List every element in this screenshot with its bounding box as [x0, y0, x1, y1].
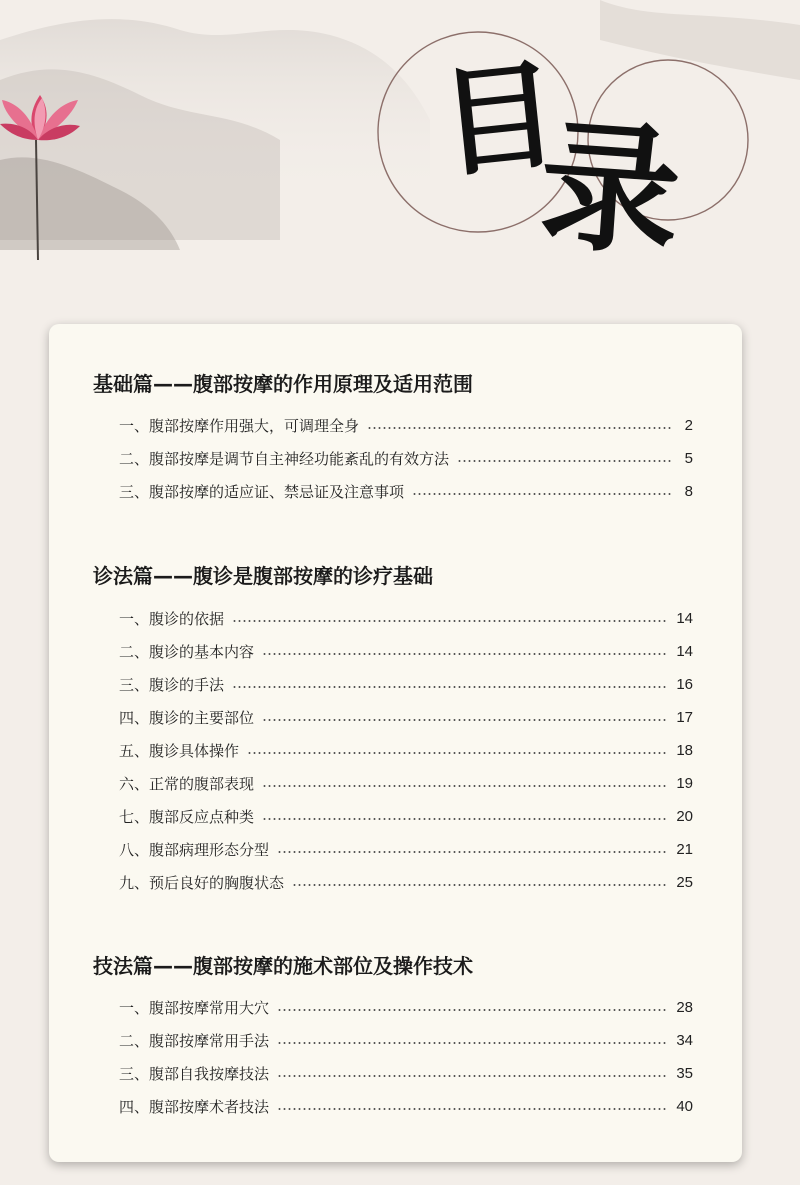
- toc-entry[interactable]: [119, 446, 693, 470]
- toc-entry-page: 16: [676, 675, 693, 693]
- dot-leader: [457, 460, 671, 462]
- dot-leader: [367, 427, 671, 429]
- dot-leader: [262, 818, 668, 820]
- toc-entry-page: 14: [676, 609, 693, 627]
- toc-entry-label: 二、腹部按摩是调节自主神经功能紊乱的有效方法: [119, 449, 450, 468]
- dot-leader: [277, 1108, 668, 1110]
- toc-entry-page: 34: [676, 1031, 693, 1049]
- toc-entry[interactable]: [119, 413, 693, 437]
- toc-entry-page: 17: [676, 708, 693, 726]
- toc-entry-page: 5: [684, 449, 693, 467]
- toc-entry-page: 20: [676, 807, 693, 825]
- toc-entry[interactable]: [119, 771, 693, 795]
- toc-entry-label: 八、腹部病理形态分型: [119, 840, 270, 859]
- dot-leader: [277, 1009, 668, 1011]
- toc-entry[interactable]: [119, 705, 693, 729]
- toc-entry[interactable]: [119, 804, 693, 828]
- toc-entry-page: 18: [676, 741, 693, 759]
- toc-entry-page: 28: [676, 998, 693, 1016]
- toc-entry-label: 六、正常的腹部表现: [119, 774, 255, 793]
- toc-entry-label: 四、腹部按摩术者技法: [119, 1097, 270, 1116]
- dot-leader: [262, 653, 668, 655]
- dot-leader: [232, 620, 668, 622]
- dot-leader: [262, 719, 668, 721]
- dot-leader: [412, 493, 671, 495]
- dot-leader: [292, 884, 668, 886]
- title-char-2: 录: [534, 103, 686, 277]
- toc-entry[interactable]: [119, 639, 693, 663]
- section-heading: 诊法篇——腹诊是腹部按摩的诊疗基础: [93, 564, 433, 588]
- toc-entry-label: 四、腹诊的主要部位: [119, 708, 255, 727]
- toc-entry-label: 九、预后良好的胸腹状态: [119, 873, 285, 892]
- toc-entry-page: 40: [676, 1097, 693, 1115]
- dot-leader: [277, 1042, 668, 1044]
- dot-leader: [232, 686, 668, 688]
- toc-entry-page: 8: [684, 482, 693, 500]
- toc-entry-page: 19: [676, 774, 693, 792]
- toc-entry[interactable]: [119, 870, 693, 894]
- section-heading: 技法篇——腹部按摩的施术部位及操作技术: [93, 954, 473, 978]
- toc-entry[interactable]: [119, 837, 693, 861]
- toc-entry-label: 三、腹部自我按摩技法: [119, 1064, 270, 1083]
- toc-entry-page: 21: [676, 840, 693, 858]
- toc-card: [49, 324, 742, 1162]
- toc-entry[interactable]: [119, 1028, 693, 1052]
- toc-entry-label: 三、腹部按摩的适应证、禁忌证及注意事项: [119, 482, 405, 501]
- dot-leader: [262, 785, 668, 787]
- toc-entry[interactable]: [119, 672, 693, 696]
- toc-entry-page: 35: [676, 1064, 693, 1082]
- toc-entry[interactable]: [119, 1094, 693, 1118]
- toc-entry-label: 二、腹部按摩常用手法: [119, 1031, 270, 1050]
- dot-leader: [247, 752, 668, 754]
- section-heading: 基础篇——腹部按摩的作用原理及适用范围: [93, 372, 473, 396]
- toc-entry-label: 一、腹诊的依据: [119, 609, 225, 628]
- toc-entry[interactable]: [119, 479, 693, 503]
- header-banner: [0, 0, 800, 320]
- toc-entry-label: 一、腹部按摩作用强大，可调理全身: [119, 416, 360, 435]
- toc-entry-label: 一、腹部按摩常用大穴: [119, 998, 270, 1017]
- toc-entry[interactable]: [119, 738, 693, 762]
- dot-leader: [277, 851, 668, 853]
- dot-leader: [277, 1075, 668, 1077]
- toc-entry-page: 2: [684, 416, 693, 434]
- toc-entry-label: 二、腹诊的基本内容: [119, 642, 255, 661]
- toc-entry[interactable]: [119, 995, 693, 1019]
- toc-entry-label: 五、腹诊具体操作: [119, 741, 240, 760]
- toc-entry-page: 14: [676, 642, 693, 660]
- toc-entry-label: 三、腹诊的手法: [119, 675, 225, 694]
- toc-entry[interactable]: [119, 606, 693, 630]
- toc-entry-page: 25: [676, 873, 693, 891]
- toc-entry[interactable]: [119, 1061, 693, 1085]
- title-char-1: 目: [433, 43, 565, 194]
- toc-entry-label: 七、腹部反应点种类: [119, 807, 255, 826]
